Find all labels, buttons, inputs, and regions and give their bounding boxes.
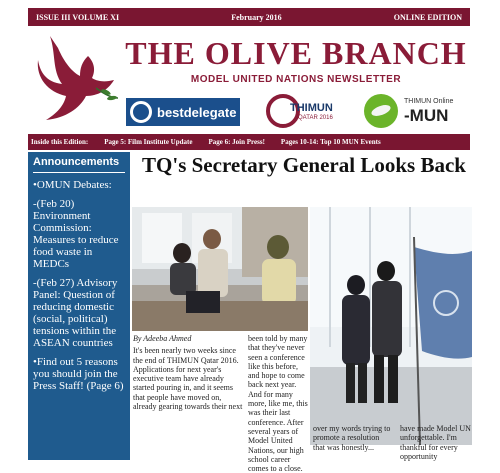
article-headline: TQ's Secretary General Looks Back [142,153,466,177]
issue-label: ISSUE III VOLUME XI [36,12,120,22]
newsletter-title: THE OLIVE BRANCH [125,35,467,71]
article-byline: By Adeeba Ahmed [133,334,192,343]
masthead-top-bar [28,8,470,26]
flag-group-photo [310,207,472,445]
thimun-qatar-label: QATAR 2016 [298,115,333,121]
nav-item-join-press[interactable]: Page 6: Join Press! [208,138,265,146]
article-column-2 [248,334,310,473]
bestdelegate-logo[interactable] [126,98,240,126]
article-column-3 [313,424,393,460]
announcement-item[interactable]: •Find out 5 reasons you should join the Press Staff! (Page 6) [33,356,124,392]
inside-edition-label: Inside this Edition: [31,138,89,146]
announcement-item: •OMUN Debates: [33,179,112,191]
article-paragraph: over my words trying to promote a resolution that was honestly... [313,424,391,452]
announcement-item: -(Feb 20) Environment Commission: Measures to reduce food waste in MEDCs [33,198,119,270]
announcements-heading: Announcements [33,156,120,168]
edition-label: ONLINE EDITION [393,12,462,22]
nav-item-film-institute[interactable]: Page 5: Film Institute Update [104,138,193,146]
article-column-4 [400,424,472,460]
thimun-label: THIMUN [290,102,333,114]
article-paragraph: It's been nearly two weeks since the end of THIMUN Qatar 2016. Applications for next year's executive team have already started pouring in, and it seems that people have moved on, already gearing towards their next [133,346,243,412]
announcement-item: -(Feb 27) Advisory Panel: Question of reducing domestic (social, political) tensions within the ASEAN countries [33,277,118,349]
dove-olive-branch-icon [36,32,118,124]
thimun-online-logo[interactable] [364,94,472,130]
nav-item-top-10-mun[interactable]: Pages 10-14: Top 10 MUN Events [280,138,381,146]
bestdelegate-ring-icon [130,101,152,123]
issue-date: February 2016 [231,12,282,22]
newsletter-subtitle: MODEL UNITED NATIONS NEWSLETTER [190,74,402,85]
bestdelegate-label: bestdelegate [157,104,237,120]
conference-panel-photo [132,207,308,331]
article-paragraph: have made Model UN unforgettable. I'm thankful for every opportunity [400,424,471,461]
sponsor-logos [126,94,472,130]
sidebar-divider [33,172,125,173]
thimun-qatar-logo[interactable] [266,94,346,130]
announcements-sidebar [28,152,130,460]
inside-edition-bar [28,134,470,150]
thimun-online-label: THIMUN Online [404,98,454,105]
article-paragraph: been told by many that they've never seen a conference like this before, and hope to come back next year. And for many more, like me, this was their last conference. After several years of Model United Nations, our high school career comes to a close. [248,334,308,473]
article-column-1 [133,334,243,460]
mun-label: -MUN [404,106,449,125]
globe-icon [364,94,398,128]
